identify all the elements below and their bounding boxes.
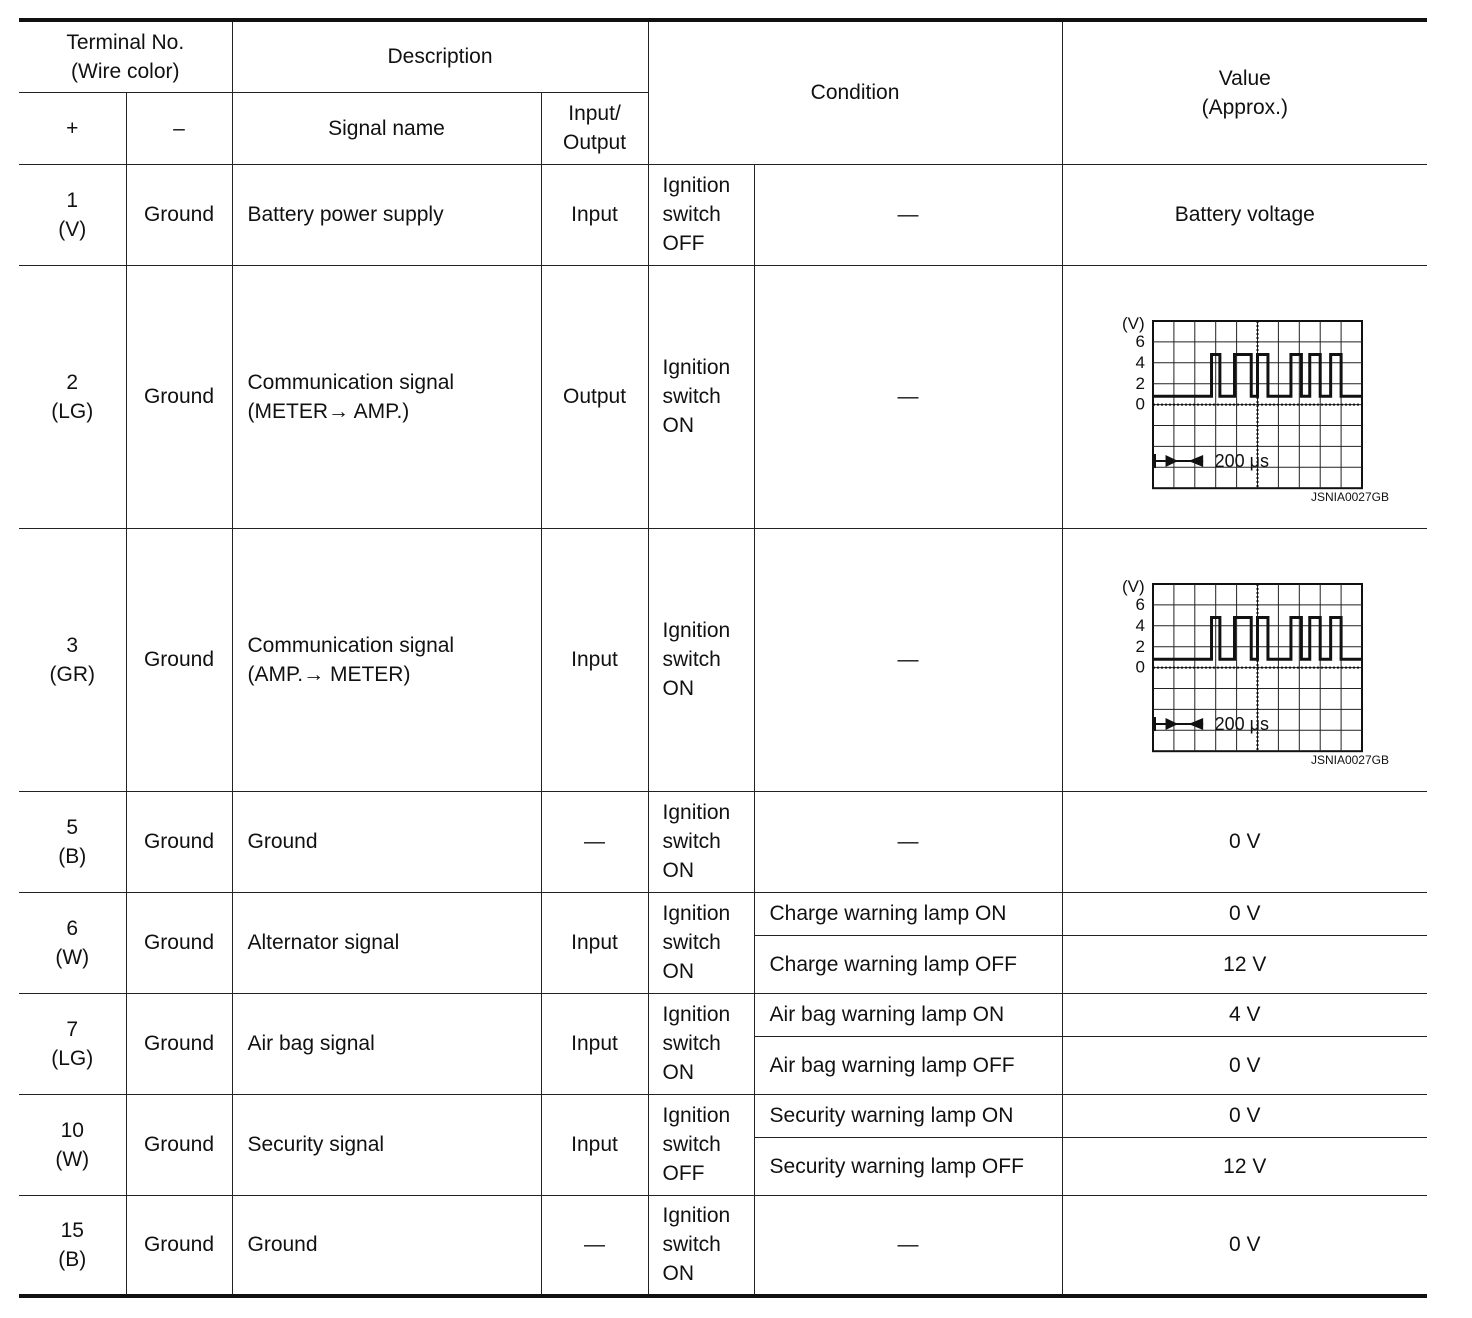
- condition-cell: Air bag warning lamp OFF: [754, 1036, 1062, 1094]
- time-marker-arrow-right: [1165, 718, 1178, 730]
- waveform-trace: [1153, 617, 1361, 659]
- io-cell: Output: [541, 265, 648, 528]
- waveform-cell: [1062, 528, 1427, 791]
- io-cell: Input: [541, 164, 648, 265]
- time-marker-arrow-left: [1188, 455, 1203, 467]
- table-row: [19, 164, 1427, 265]
- terminal-spec-table: [19, 18, 1427, 1298]
- io-cell: Input: [541, 528, 648, 791]
- time-scale-label: 200 μs: [1214, 450, 1269, 471]
- condition-cell: —: [754, 164, 1062, 265]
- table-row: [19, 791, 1427, 892]
- header-plus: +: [19, 92, 126, 164]
- io-cell: Input: [541, 1094, 648, 1195]
- terminal-cell: 6 (W): [19, 892, 126, 993]
- header-input-output: Input/ Output: [541, 92, 648, 164]
- condition-cell: Security warning lamp ON: [754, 1094, 1062, 1137]
- ground-cell: Ground: [126, 164, 232, 265]
- header-value: Value (Approx.): [1062, 20, 1427, 164]
- ground-cell: Ground: [126, 1094, 232, 1195]
- io-cell: Input: [541, 892, 648, 993]
- ignition-cell: Ignition switch ON: [648, 528, 754, 791]
- ground-cell: Ground: [126, 528, 232, 791]
- terminal-cell: 10 (W): [19, 1094, 126, 1195]
- condition-cell: —: [754, 791, 1062, 892]
- signal-name-cell: Battery power supply: [232, 164, 541, 265]
- y-tick-label: 2: [1135, 373, 1145, 393]
- y-tick-label: 4: [1135, 615, 1145, 635]
- terminal-cell: 3 (GR): [19, 528, 126, 791]
- io-cell: —: [541, 1195, 648, 1296]
- table-row: [19, 993, 1427, 1036]
- y-tick-label: 2: [1135, 636, 1145, 656]
- value-cell: 0 V: [1062, 1094, 1427, 1137]
- header-condition: Condition: [648, 20, 1062, 164]
- ground-cell: Ground: [126, 791, 232, 892]
- y-tick-label: 6: [1135, 331, 1145, 351]
- y-tick-label: 4: [1135, 352, 1145, 372]
- ignition-cell: Ignition switch ON: [648, 1195, 754, 1296]
- ignition-cell: Ignition switch ON: [648, 892, 754, 993]
- terminal-cell: 1 (V): [19, 164, 126, 265]
- signal-name-cell: Air bag signal: [232, 993, 541, 1094]
- header-description: Description: [232, 20, 648, 92]
- figure-code: JSNIA0027GB: [1310, 752, 1389, 767]
- terminal-cell: 15 (B): [19, 1195, 126, 1296]
- table-row: [19, 892, 1427, 935]
- table-row: [19, 265, 1427, 528]
- condition-cell: —: [754, 528, 1062, 791]
- condition-cell: Security warning lamp OFF: [754, 1137, 1062, 1195]
- ground-cell: Ground: [126, 993, 232, 1094]
- value-cell: 4 V: [1062, 993, 1427, 1036]
- signal-name-cell: Security signal: [232, 1094, 541, 1195]
- unit-label: (V): [1121, 313, 1145, 333]
- terminal-cell: 5 (B): [19, 791, 126, 892]
- header-minus: –: [126, 92, 232, 164]
- time-marker-arrow-right: [1165, 455, 1178, 467]
- table-row: [19, 1094, 1427, 1137]
- y-tick-label: 6: [1135, 594, 1145, 614]
- signal-name-cell: Ground: [232, 791, 541, 892]
- io-cell: Input: [541, 993, 648, 1094]
- ground-cell: Ground: [126, 892, 232, 993]
- y-tick-label: 0: [1135, 394, 1145, 414]
- table-row: [19, 1195, 1427, 1296]
- value-cell: 12 V: [1062, 935, 1427, 993]
- signal-name-cell: Alternator signal: [232, 892, 541, 993]
- condition-cell: Charge warning lamp ON: [754, 892, 1062, 935]
- terminal-cell: 7 (LG): [19, 993, 126, 1094]
- ignition-cell: Ignition switch ON: [648, 993, 754, 1094]
- waveform-cell: [1062, 265, 1427, 528]
- value-cell: Battery voltage: [1062, 164, 1427, 265]
- ignition-cell: Ignition switch ON: [648, 791, 754, 892]
- ignition-cell: Ignition switch ON: [648, 265, 754, 528]
- time-marker-arrow-left: [1188, 718, 1203, 730]
- io-cell: —: [541, 791, 648, 892]
- ignition-cell: Ignition switch OFF: [648, 164, 754, 265]
- terminal-cell: 2 (LG): [19, 265, 126, 528]
- waveform-trace: [1153, 354, 1361, 396]
- figure-code: JSNIA0027GB: [1310, 489, 1389, 504]
- value-cell: 0 V: [1062, 791, 1427, 892]
- condition-cell: Charge warning lamp OFF: [754, 935, 1062, 993]
- waveform-diagram: [1095, 552, 1395, 768]
- value-cell: 0 V: [1062, 1195, 1427, 1296]
- signal-name-cell: Communication signal (AMP.→ METER): [232, 528, 541, 791]
- unit-label: (V): [1121, 576, 1145, 596]
- table-row: [19, 528, 1427, 791]
- header-signal-name: Signal name: [232, 92, 541, 164]
- y-tick-label: 0: [1135, 657, 1145, 677]
- condition-cell: Air bag warning lamp ON: [754, 993, 1062, 1036]
- condition-cell: —: [754, 265, 1062, 528]
- signal-name-cell: Ground: [232, 1195, 541, 1296]
- value-cell: 0 V: [1062, 1036, 1427, 1094]
- value-cell: 0 V: [1062, 892, 1427, 935]
- condition-cell: —: [754, 1195, 1062, 1296]
- ground-cell: Ground: [126, 1195, 232, 1296]
- ignition-cell: Ignition switch OFF: [648, 1094, 754, 1195]
- signal-name-cell: Communication signal (METER→ AMP.): [232, 265, 541, 528]
- time-scale-label: 200 μs: [1214, 713, 1269, 734]
- value-cell: 12 V: [1062, 1137, 1427, 1195]
- waveform-diagram: [1095, 289, 1395, 505]
- header-terminal-no: Terminal No. (Wire color): [19, 20, 232, 92]
- ground-cell: Ground: [126, 265, 232, 528]
